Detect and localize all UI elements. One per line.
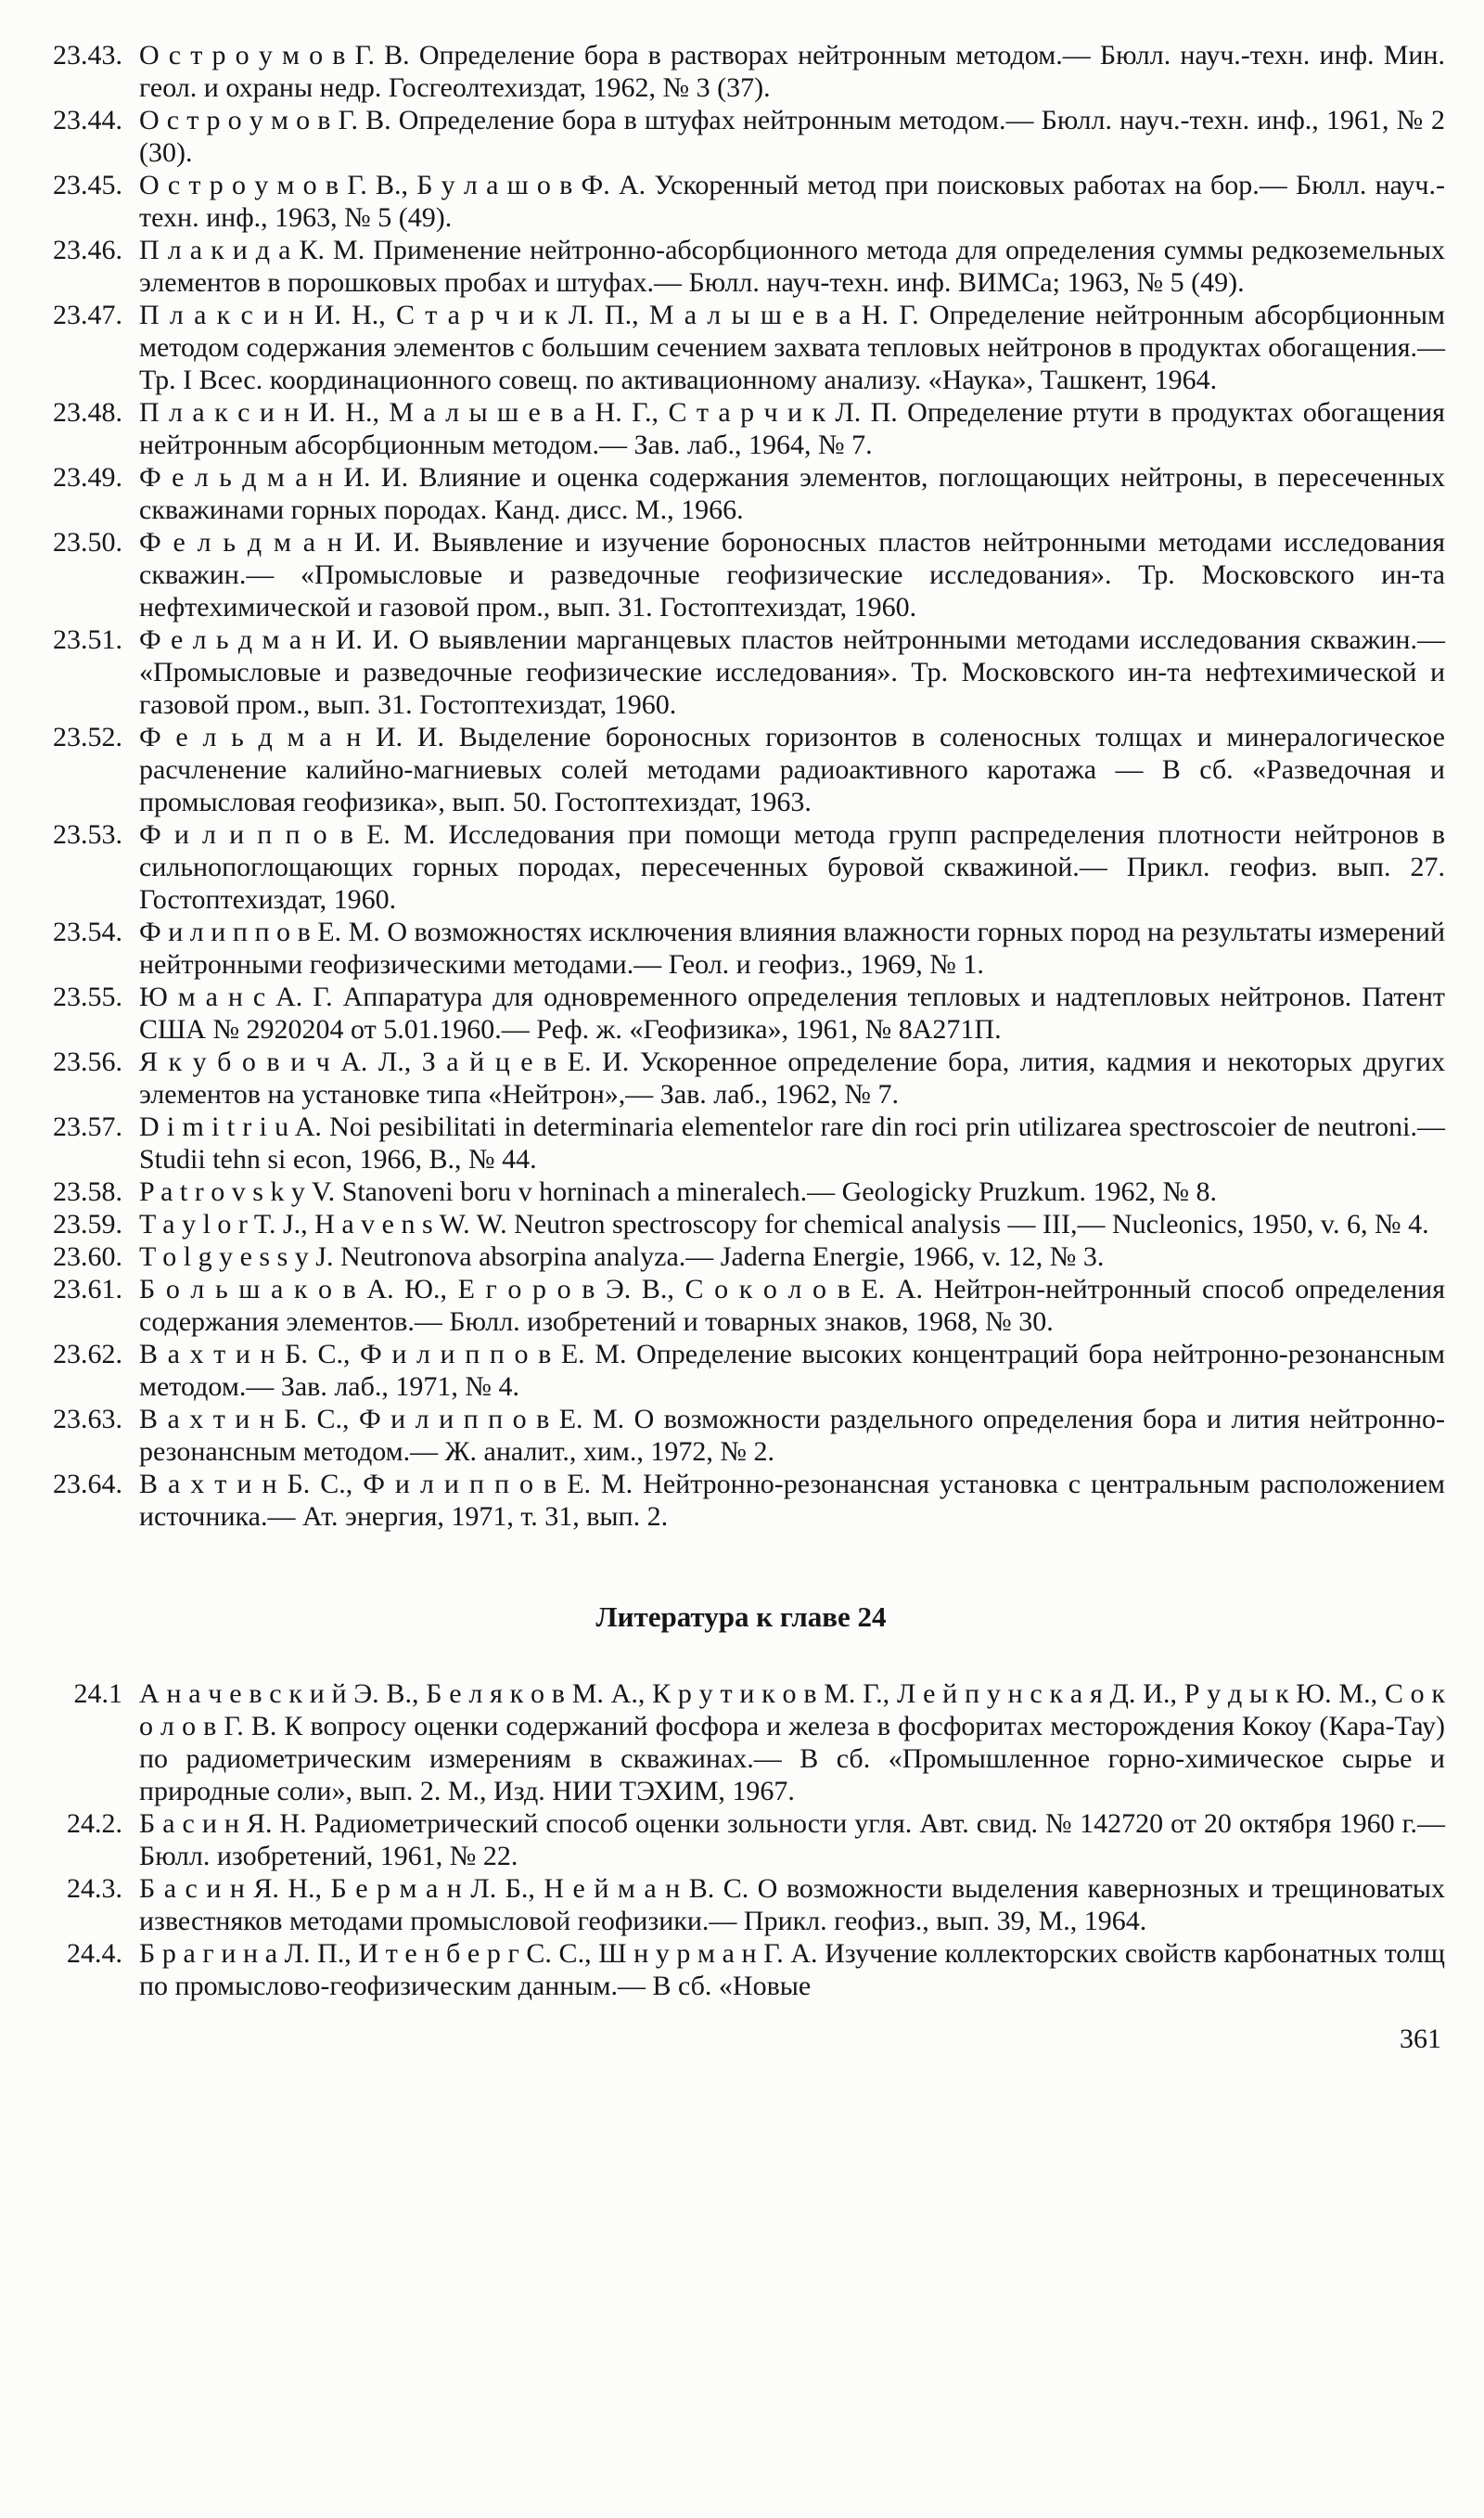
reference-item	[37, 39, 1445, 104]
reference-text: Б а с и н Я. Н., Б е р м а н Л. Б., Н е й м а н В. С. О возможности выделения кавернозных и трещиноватых известняков методами промысловой геофизики.— Прикл. геофиз., вып. 39, М., 1964.	[139, 1873, 1445, 1936]
reference-item	[37, 916, 1445, 981]
page-number: 361	[1400, 2023, 1441, 2054]
reference-text: P a t r o v s k y V. Stanoveni boru v horninach a mineralech.— Geologicky Pruzkum. 1962, № 8.	[139, 1176, 1218, 1207]
reference-text: Ф е л ь д м а н И. И. О выявлении марганцевых пластов нейтронными методами исследования скважин.— «Промысловые и разведочные геофизические исследования». Тр. Московского ин-та нефтехимической и газовой пром., вып. 31. Гостоптехиздат, 1960.	[139, 624, 1445, 720]
reference-text: T o l g y e s s y J. Neutronova absorpina analyza.— Jaderna Energie, 1966, v. 12, № 3.	[139, 1241, 1105, 1272]
bibliography-section-chapter-24	[37, 1599, 1445, 2002]
reference-item	[37, 1111, 1445, 1175]
reference-item	[37, 461, 1445, 526]
reference-number: 23.53.	[53, 819, 122, 850]
chapter-24-heading: Литература к главе 24	[595, 1600, 887, 1633]
reference-text: T a y l o r T. J., H a v e n s W. W. Neutron spectroscopy for chemical analysis — III,— Nucleonics, 1950, v. 6, № 4.	[139, 1209, 1429, 1240]
reference-number: 23.57.	[53, 1111, 122, 1142]
reference-number: 23.64.	[53, 1469, 122, 1499]
reference-item	[37, 1403, 1445, 1468]
reference-number: 23.56.	[53, 1047, 122, 1077]
reference-number: 23.50.	[53, 527, 122, 558]
reference-item	[37, 396, 1445, 461]
reference-text: П л а к и д а К. М. Применение нейтронно-абсорбционного метода для определения суммы редкоземельных элементов в порошковых пробах и штуфах.— Бюлл. науч-техн. инф. ВИМСа; 1963, № 5 (49).	[139, 235, 1445, 298]
reference-text: Ю м а н с А. Г. Аппаратура для одновременного определения тепловых и надтепловых нейтронов. Патент США № 2920204 от 5.01.1960.— Реф. ж. «Геофизика», 1961, № 8А271П.	[139, 982, 1445, 1045]
reference-number: 24.3.	[67, 1873, 122, 1904]
reference-text: Б а с и н Я. Н. Радиометрический способ оценки зольности угля. Авт. свид. № 142720 от 20 октября 1960 г.— Бюлл. изобретений, 1961, № 22.	[139, 1808, 1445, 1871]
reference-item	[37, 1175, 1445, 1208]
reference-list-chapter-24	[37, 1677, 1445, 2002]
reference-text: Б о л ь ш а к о в А. Ю., Е г о р о в Э. В., С о к о л о в Е. А. Нейтрон-нейтронный способ определения содержания элементов.— Бюлл. изобретений и товарных знаков, 1968, № 30.	[139, 1274, 1445, 1337]
reference-item	[37, 818, 1445, 916]
reference-item	[37, 1338, 1445, 1403]
reference-number: 23.61.	[53, 1274, 122, 1304]
reference-number: 23.44.	[53, 105, 122, 135]
reference-item	[37, 1208, 1445, 1240]
reference-item	[37, 1872, 1445, 1937]
reference-number: 23.47.	[53, 300, 122, 330]
reference-number: 23.60.	[53, 1241, 122, 1272]
reference-number: 23.49.	[53, 462, 122, 493]
reference-text: В а х т и н Б. С., Ф и л и п п о в Е. М. О возможности раздельного определения бора и лития нейтронно-резонансным методом.— Ж. аналит., хим., 1972, № 2.	[139, 1404, 1445, 1467]
reference-item	[37, 169, 1445, 234]
reference-number: 23.58.	[53, 1176, 122, 1207]
reference-number: 23.52.	[53, 722, 122, 752]
reference-text: П л а к с и н И. Н., С т а р ч и к Л. П., М а л ы ш е в а Н. Г. Определение нейтронным абсорбционным методом содержания элементов с большим сечением захвата тепловых нейтронов в продуктах обогащения.— Тр. I Всес. координационного совещ. по активационному анализу. «Наука», Ташкент, 1964.	[139, 300, 1445, 395]
reference-text: Ф е л ь д м а н И. И. Выявление и изучение бороносных пластов нейтронными методами исследования скважин.— «Промысловые и разведочные геофизические исследования». Тр. Московского ин-та нефтехимической и газовой пром., вып. 31. Гостоптехиздат, 1960.	[139, 527, 1445, 623]
reference-number: 23.63.	[53, 1404, 122, 1434]
reference-text: О с т р о у м о в Г. В. Определение бора в штуфах нейтронным методом.— Бюлл. науч.-техн. инф., 1961, № 2 (30).	[139, 105, 1445, 168]
reference-text: В а х т и н Б. С., Ф и л и п п о в Е. М. Нейтронно-резонансная установка с центральным расположением источника.— Ат. энергия, 1971, т. 31, вып. 2.	[139, 1469, 1445, 1532]
reference-item	[37, 1273, 1445, 1338]
reference-number: 23.55.	[53, 982, 122, 1012]
reference-item	[37, 1937, 1445, 2002]
reference-number: 24.4.	[67, 1938, 122, 1969]
reference-number: 23.46.	[53, 235, 122, 265]
reference-text: Ф е л ь д м а н И. И. Выделение бороносных горизонтов в соленосных толщах и минералогическое расчленение калийно-магниевых солей методами радиоактивного каротажа — В сб. «Разведочная и промысловая геофизика», вып. 50. Гостоптехиздат, 1963.	[139, 722, 1445, 817]
reference-item	[37, 234, 1445, 299]
reference-number: 24.2.	[67, 1808, 122, 1839]
reference-text: Ф е л ь д м а н И. И. Влияние и оценка содержания элементов, поглощающих нейтроны, в пересеченных скважинами горных породах. Канд. дисс. М., 1966.	[139, 462, 1445, 525]
reference-text: Ф и л и п п о в Е. М. Исследования при помощи метода групп распределения плотности нейтронов в сильнопоглощающих горных породах, пересеченных буровой скважиной.— Прикл. геофиз. вып. 27. Гостоптехиздат, 1960.	[139, 819, 1445, 915]
reference-number: 23.45.	[53, 170, 122, 200]
reference-text: П л а к с и н И. Н., М а л ы ш е в а Н. Г., С т а р ч и к Л. П. Определение ртути в продуктах обогащения нейтронным абсорбционным методом.— Зав. лаб., 1964, № 7.	[139, 397, 1445, 460]
reference-text: О с т р о у м о в Г. В. Определение бора в растворах нейтронным методом.— Бюлл. науч.-техн. инф. Мин. геол. и охраны недр. Госгеолтехиздат, 1962, № 3 (37).	[139, 40, 1445, 103]
reference-item	[37, 1240, 1445, 1273]
reference-item	[37, 981, 1445, 1046]
reference-text: О с т р о у м о в Г. В., Б у л а ш о в Ф. А. Ускоренный метод при поисковых работах на бор.— Бюлл. науч.-техн. инф., 1963, № 5 (49).	[139, 170, 1445, 233]
reference-item	[37, 1468, 1445, 1533]
reference-number: 23.54.	[53, 917, 122, 947]
reference-text: Б р а г и н а Л. П., И т е н б е р г С. С., Ш н у р м а н Г. А. Изучение коллекторских свойств карбонатных толщ по промыслово-геофизическим данным.— В сб. «Новые	[139, 1938, 1445, 2001]
bibliography-section-chapter-23	[37, 39, 1445, 1533]
reference-item	[37, 104, 1445, 169]
reference-text: D i m i t r i u A. Noi pesibilitati in determinaria elementelor rare din roci prin utilizarea spectroscoier de neutroni.— Studii tehn si econ, 1966, B., № 44.	[139, 1111, 1445, 1175]
reference-number: 23.51.	[53, 624, 122, 655]
reference-number: 23.48.	[53, 397, 122, 428]
reference-item	[37, 1677, 1445, 1807]
reference-item	[37, 1046, 1445, 1111]
reference-item	[37, 1807, 1445, 1872]
reference-number: 23.59.	[53, 1209, 122, 1240]
reference-text: В а х т и н Б. С., Ф и л и п п о в Е. М. Определение высоких концентраций бора нейтронно-резонансным методом.— Зав. лаб., 1971, № 4.	[139, 1339, 1445, 1402]
reference-item	[37, 299, 1445, 396]
reference-list-chapter-23	[37, 39, 1445, 1533]
reference-text: А н а ч е в с к и й Э. В., Б е л я к о в М. А., К р у т и к о в М. Г., Л е й п у н с к а я Д. И., Р у д ы к Ю. М., С о к о л о в Г. В. К вопросу оценки содержаний фосфора и железа в фосфоритах месторождения Кокоу (Кара-Тау) по радиометрическим измерениям в скважинах.— В сб. «Промышленное горно-химическое сырье и природные соли», вып. 2. М., Изд. НИИ ТЭХИМ, 1967.	[139, 1678, 1445, 1806]
reference-item	[37, 721, 1445, 818]
reference-text: Ф и л и п п о в Е. М. О возможностях исключения влияния влажности горных пород на результаты измерений нейтронными геофизическими методами.— Геол. и геофиз., 1969, № 1.	[139, 917, 1445, 980]
reference-number: 23.62.	[53, 1339, 122, 1369]
reference-item	[37, 526, 1445, 623]
reference-item	[37, 623, 1445, 721]
reference-number: 23.43.	[53, 40, 122, 71]
reference-number: 24.1	[73, 1678, 122, 1709]
reference-text: Я к у б о в и ч А. Л., З а й ц е в Е. И. Ускоренное определение бора, лития, кадмия и некоторых других элементов на установке типа «Нейтрон»,— Зав. лаб., 1962, № 7.	[139, 1047, 1445, 1110]
